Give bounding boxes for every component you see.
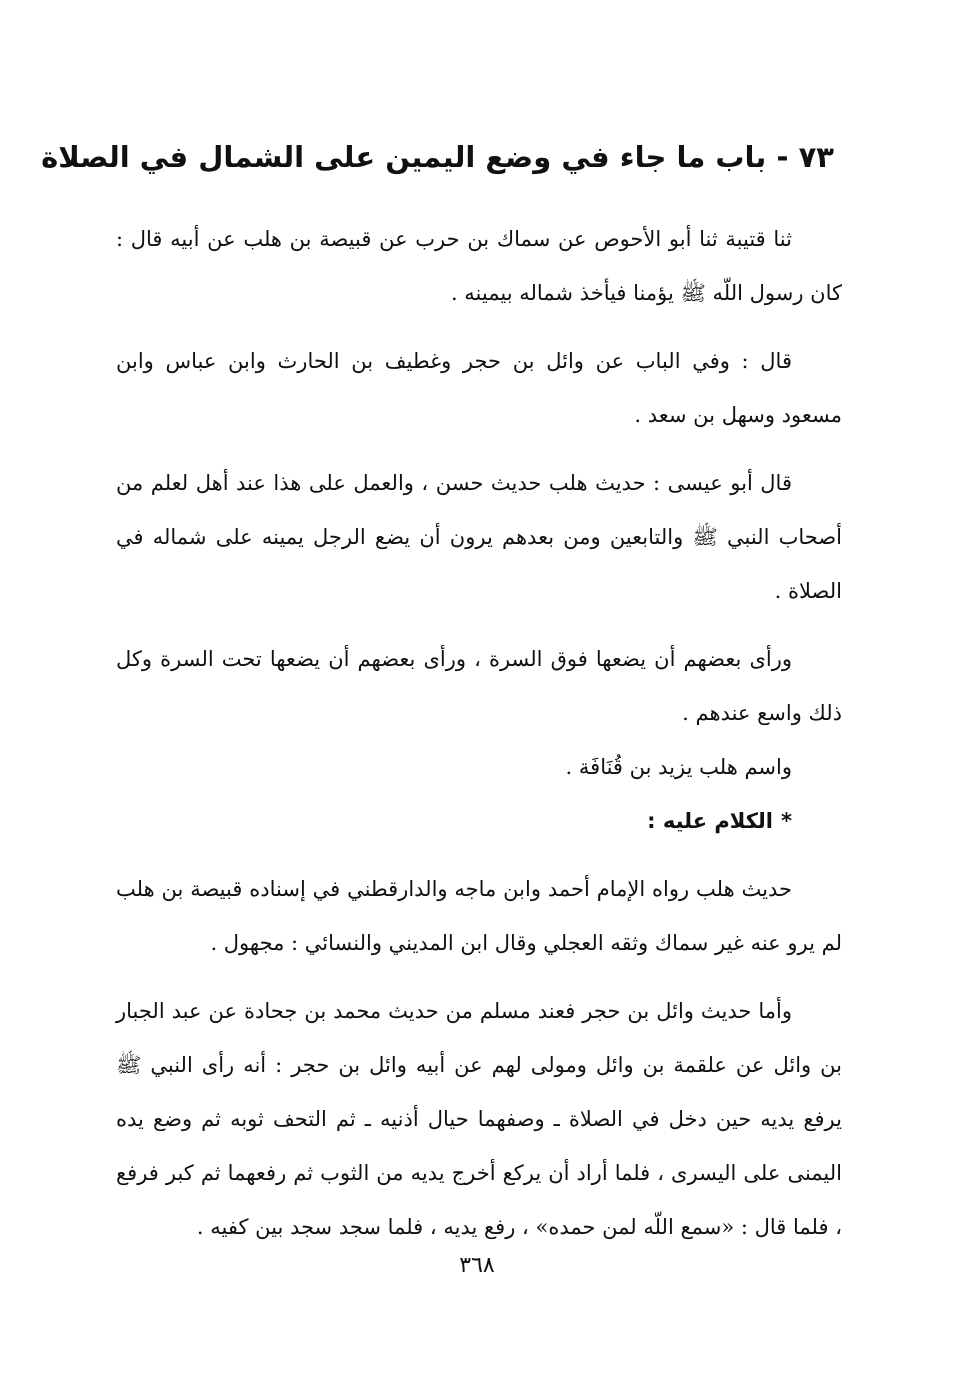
main-text xyxy=(116,212,842,1268)
bab-note: قال : وفي الباب عن وائل بن حجر وغطيف بن الحارث وابن عباس وابن مسعود وسهل بن سعد . xyxy=(116,349,842,427)
chapter-title: باب ما جاء في وضع اليمين على الشمال في الصلاة xyxy=(41,140,767,175)
section-heading xyxy=(116,794,842,848)
chapter-heading xyxy=(41,131,834,183)
grading-note: قال أبو عيسى : حديث هلب حديث حسن ، والعمل على هذا عند أهل لعلم من أصحاب النبي ﷺ والتابعين ومن بعدهم يرون أن يضع الرجل يمينه على شماله في الصلاة . xyxy=(116,471,842,603)
chapter-number: ٧٣ xyxy=(798,140,834,175)
hadith-text: ثنا قتيبة ثنا أبو الأحوص عن سماك بن حرب عن قبيصة بن هلب عن أبيه قال : كان رسول اللّه ﷺ يؤمنا فيأخذ شماله بيمينه . xyxy=(116,227,842,305)
chapter-separator: - xyxy=(776,140,789,175)
asterisk-marker: * xyxy=(781,809,792,833)
narrator-name-note: واسم هلب يزيد بن قُنَافَة . xyxy=(565,755,792,779)
commentary-paragraph: حديث هلب رواه الإمام أحمد وابن ماجه والدارقطني في إسناده قبيصة بن هلب لم يرو عنه غير سماك وثقه العجلي وقال ابن المديني والنسائي : مجهول . xyxy=(116,877,842,955)
page-number: ٣٦٨ xyxy=(459,1253,495,1278)
opinions-note: ورأى بعضهم أن يضعها فوق السرة ، ورأى بعضهم أن يضعها تحت السرة وكل ذلك واسع عندهم . xyxy=(116,647,842,725)
section-heading-text: الكلام عليه : xyxy=(647,809,774,833)
commentary-paragraph: وأما حديث وائل بن حجر فعند مسلم من حديث محمد بن جحادة عن عبد الجبار بن وائل عن علقمة بن وائل ومولى لهم عن أبيه وائل بن حجر : أنه رأى النبي ﷺ يرفع يديه حين دخل في الصلاة ـ وصفهما حيال أذنيه ـ ثم التحف ثوبه ثم وضع يده اليمنى على اليسرى ، فلما أراد أن يركع أخرج يديه من الثوب ثم رفعهما ثم كبر فرفع ، فلما قال : «سمع اللّه لمن حمده» ، رفع يديه ، فلما سجد سجد بين كفيه . xyxy=(116,999,842,1239)
